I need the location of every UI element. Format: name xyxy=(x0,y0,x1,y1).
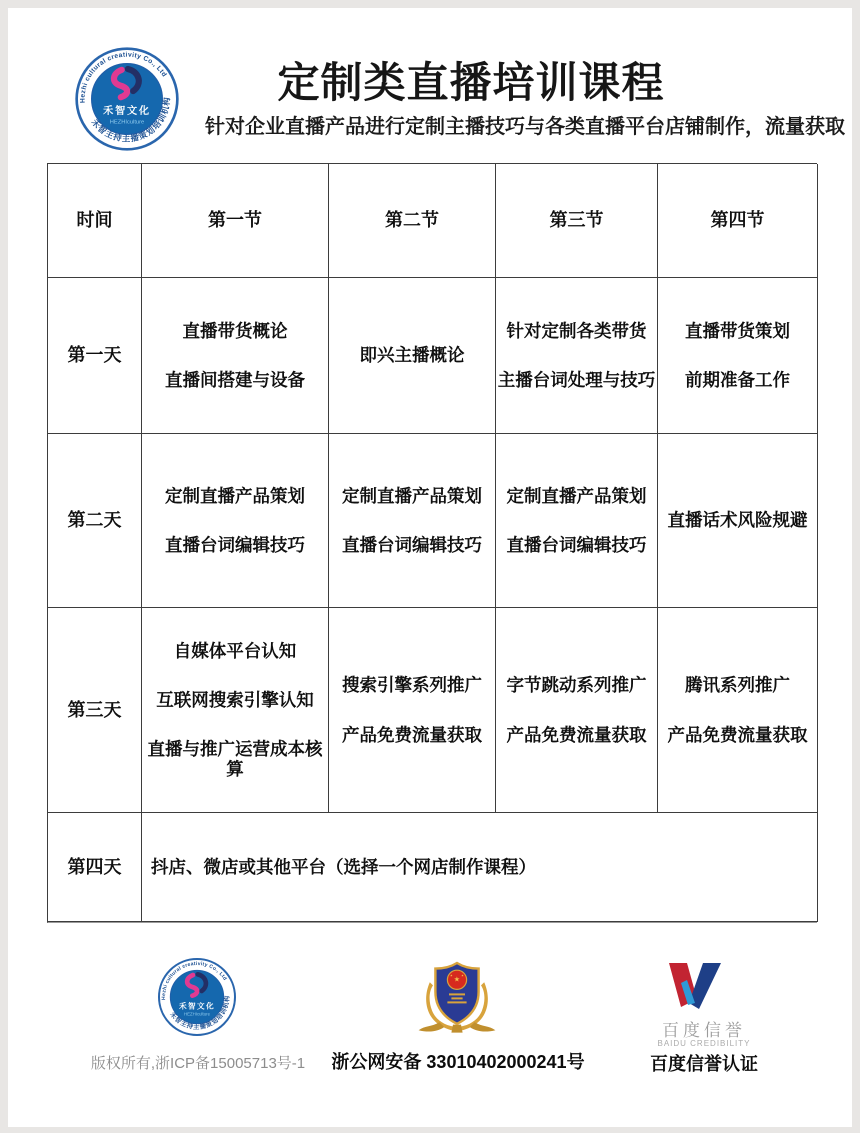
cell-day4-merged xyxy=(142,813,818,922)
cell-line: 直播话术风险规避 xyxy=(667,510,808,531)
page-subtitle: 针对企业直播产品进行定制主播技巧与各类直播平台店铺制作，流量获取 xyxy=(205,116,845,138)
row-label-day3: 第三天 xyxy=(48,608,142,813)
cell-line: 直播台词编辑技巧 xyxy=(342,535,482,555)
col-header-session2: 第二节 xyxy=(329,164,496,278)
cell-line: 主播台词处理与技巧 xyxy=(497,370,656,390)
svg-text:★: ★ xyxy=(453,974,461,984)
cell-line: 字节跳动系列推广 xyxy=(506,675,647,696)
baidu-credibility-cn-label: 百度信誉 xyxy=(662,1021,746,1040)
svg-text:★: ★ xyxy=(449,973,453,978)
cell-line: 互联网搜索引擎认知 xyxy=(156,689,314,710)
cell-day3-s1 xyxy=(142,608,329,813)
cell-line: 产品免费流量获取 xyxy=(342,724,482,745)
svg-text:★: ★ xyxy=(461,973,465,978)
col-header-session1: 第一节 xyxy=(142,164,329,278)
row-label-day4: 第四天 xyxy=(48,813,142,922)
cell-line: 自媒体平台认知 xyxy=(173,640,297,661)
cell-day1-s4 xyxy=(658,278,818,434)
cell-line: 定制直播产品策划 xyxy=(342,485,482,506)
cell-line: 直播台词编辑技巧 xyxy=(165,535,305,555)
cell-line: 产品免费流量获取 xyxy=(506,724,647,745)
cell-line: 定制直播产品策划 xyxy=(165,485,305,506)
baidu-credibility-en-label: BAIDU CREDIBILITY xyxy=(657,1039,751,1048)
poster-page xyxy=(8,8,852,1127)
police-badge-icon xyxy=(417,954,497,1036)
cell-day3-s4 xyxy=(658,608,818,813)
page-title: 定制类直播培训课程 xyxy=(277,59,665,106)
cell-day2-s2 xyxy=(329,434,496,608)
hezhi-logo-icon-footer xyxy=(157,957,237,1037)
icp-record-text: 版权所有,浙ICP备15005713号-1 xyxy=(90,1055,306,1072)
cell-line: 直播台词编辑技巧 xyxy=(506,535,647,555)
baidu-credibility-icon xyxy=(663,961,727,1013)
course-schedule-table xyxy=(47,163,817,923)
cell-day1-s3 xyxy=(496,278,658,434)
cell-line: 腾讯系列推广 xyxy=(685,675,790,696)
cell-line: 直播带货概论 xyxy=(182,320,288,341)
cell-line: 直播与推广运营成本核算 xyxy=(147,739,323,780)
row-label-day1: 第一天 xyxy=(48,278,142,434)
cell-day3-s2 xyxy=(329,608,496,813)
cell-day1-s2 xyxy=(329,278,496,434)
cell-line: 即兴主播概论 xyxy=(359,345,465,366)
cell-day3-s3 xyxy=(496,608,658,813)
cell-day2-s1 xyxy=(142,434,329,608)
col-header-session4: 第四节 xyxy=(658,164,818,278)
cell-line: 针对定制各类带货 xyxy=(506,320,647,341)
cell-day2-s3 xyxy=(496,434,658,608)
row-label-day2: 第二天 xyxy=(48,434,142,608)
col-header-time: 时间 xyxy=(48,164,142,278)
cell-line: 产品免费流量获取 xyxy=(667,724,808,745)
cell-line: 抖店、微店或其他平台（选择一个网店制作课程） xyxy=(151,856,536,877)
cell-day2-s4 xyxy=(658,434,818,608)
cell-day1-s1 xyxy=(142,278,329,434)
police-record-text: 浙公网安备 33010402000241号 xyxy=(331,1052,585,1072)
col-header-session3: 第三节 xyxy=(496,164,658,278)
cell-line: 定制直播产品策划 xyxy=(506,485,647,506)
baidu-credibility-cert-label: 百度信誉认证 xyxy=(650,1054,758,1074)
cell-line: 直播带货策划 xyxy=(685,320,790,341)
cell-line: 直播间搭建与设备 xyxy=(165,370,305,390)
cell-line: 搜索引擎系列推广 xyxy=(342,675,482,696)
cell-line: 前期准备工作 xyxy=(685,370,790,390)
